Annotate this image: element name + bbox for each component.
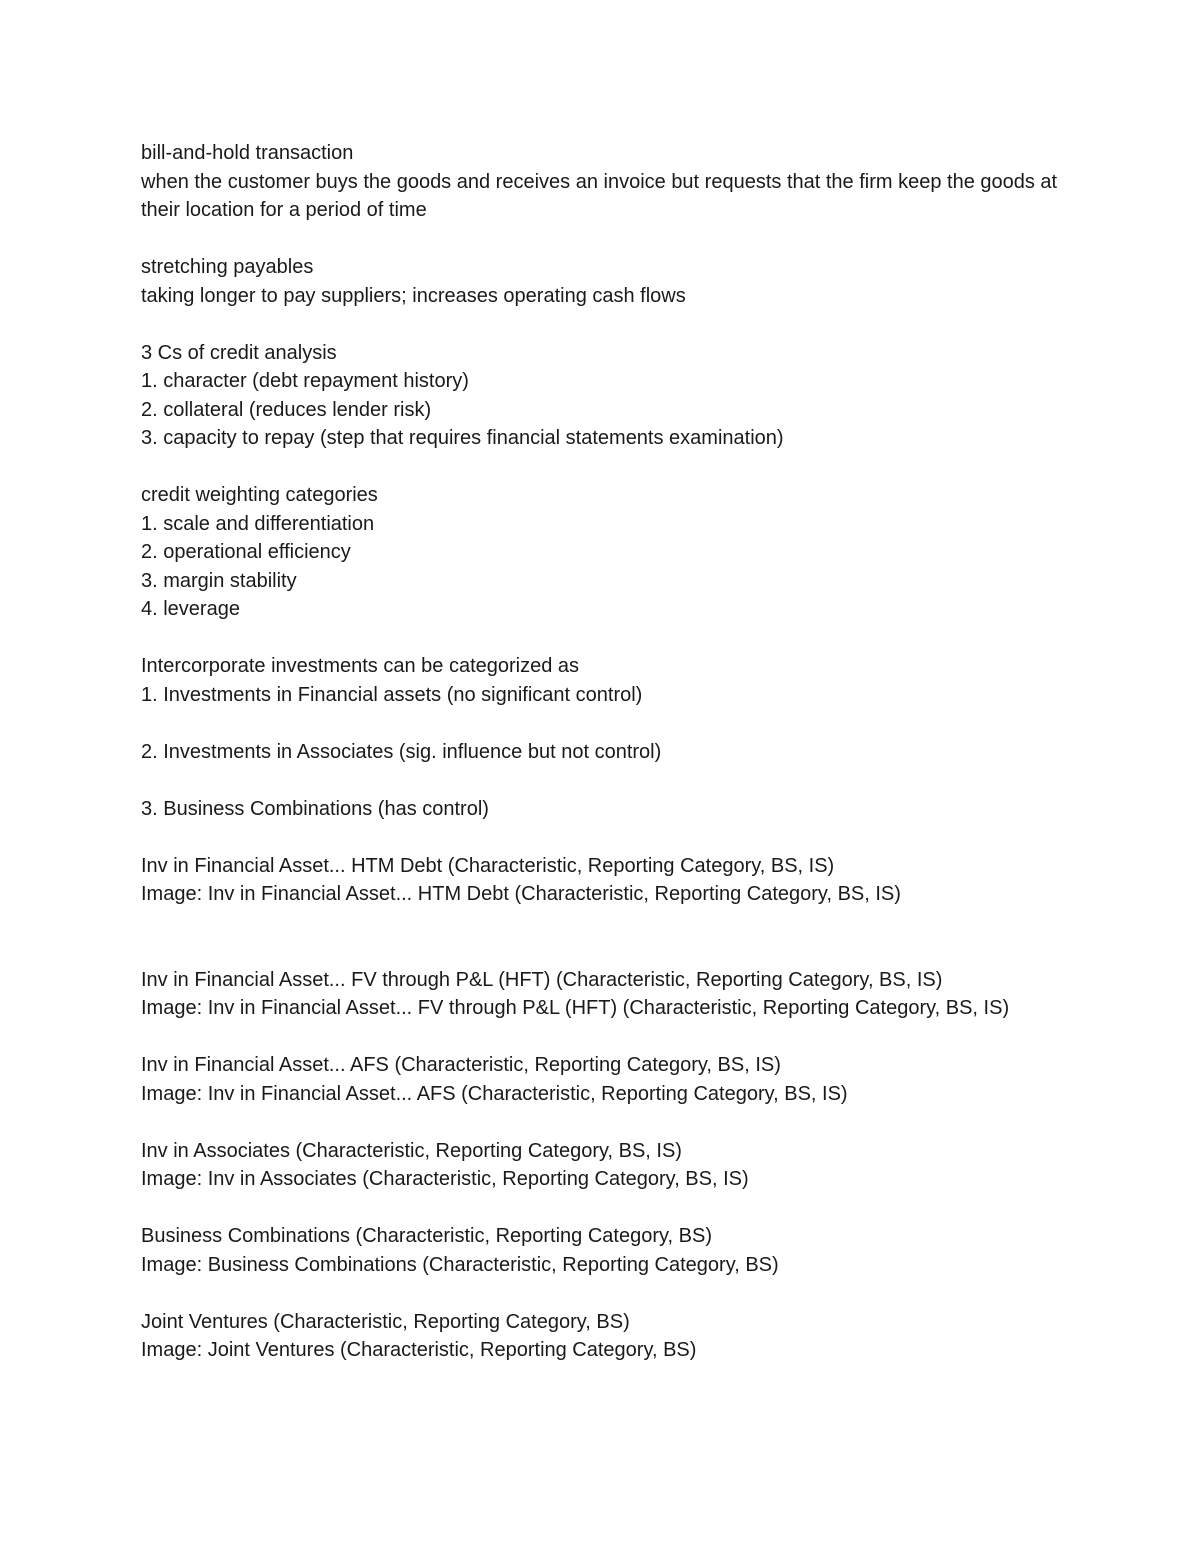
spacer	[141, 624, 1061, 653]
image-caption: Image: Inv in Associates (Characteristic, Reporting Category, BS, IS)	[141, 1168, 749, 1190]
spacer	[141, 453, 1061, 482]
list-item: 3. Business Combinations (has control)	[141, 797, 489, 820]
term-heading: Inv in Associates (Characteristic, Reporting Category, BS, IS)	[141, 1139, 682, 1162]
term-heading: Intercorporate investments can be categorized as	[141, 655, 580, 677]
term-heading: Inv in Financial Asset... FV through P&L (HFT) (Characteristic, Reporting Category, BS, IS)	[141, 968, 943, 991]
term-heading: bill-and-hold transaction	[141, 142, 354, 164]
section-stretching-payables	[141, 253, 1061, 310]
list-item: 3. margin stability	[141, 569, 297, 592]
spacer	[141, 766, 1061, 795]
spacer	[141, 1279, 1061, 1308]
image-caption: Image: Joint Ventures (Characteristic, Reporting Category, BS)	[141, 1339, 697, 1361]
list-item: 4. leverage	[141, 598, 240, 620]
term-heading: credit weighting categories	[141, 484, 378, 506]
list-item: 1. character (debt repayment history)	[141, 370, 469, 392]
section-associates	[141, 1137, 1061, 1194]
term-heading: stretching payables	[141, 256, 314, 278]
section-fv-through-pl	[141, 966, 1061, 1023]
image-caption: Image: Inv in Financial Asset... HTM Debt (Characteristic, Reporting Category, BS, IS)	[141, 883, 901, 905]
section-joint-ventures	[141, 1308, 1061, 1365]
spacer	[141, 225, 1061, 254]
section-afs	[141, 1051, 1061, 1108]
term-heading: Business Combinations (Characteristic, Reporting Category, BS)	[141, 1225, 712, 1247]
spacer	[141, 1108, 1061, 1137]
spacer	[141, 709, 1061, 738]
term-definition: taking longer to pay suppliers; increases operating cash flows	[141, 284, 686, 307]
term-definition: when the customer buys the goods and receives an invoice but requests that the firm keep the goods at their location for a period of time	[141, 170, 1063, 221]
section-business-combinations	[141, 1222, 1061, 1279]
section-credit-weighting	[141, 481, 1061, 624]
list-item: 1. scale and differentiation	[141, 512, 375, 535]
list-item: 1. Investments in Financial assets (no significant control)	[141, 683, 643, 706]
spacer	[141, 823, 1061, 852]
image-caption: Image: Inv in Financial Asset... AFS (Characteristic, Reporting Category, BS, IS)	[141, 1082, 848, 1105]
term-heading: Joint Ventures (Characteristic, Reporting Category, BS)	[141, 1310, 630, 1333]
section-htm-debt	[141, 852, 1061, 909]
list-item: 2. collateral (reduces lender risk)	[141, 398, 432, 421]
spacer	[141, 909, 1061, 966]
document-page	[141, 139, 1061, 1365]
term-heading: 3 Cs of credit analysis	[141, 341, 337, 364]
section-intercorporate-investments	[141, 652, 1061, 709]
term-heading: Inv in Financial Asset... AFS (Characteristic, Reporting Category, BS, IS)	[141, 1054, 781, 1076]
section-three-cs	[141, 339, 1061, 453]
list-item: 2. operational efficiency	[141, 541, 351, 563]
section-bill-and-hold	[141, 139, 1061, 225]
term-heading: Inv in Financial Asset... HTM Debt (Characteristic, Reporting Category, BS, IS)	[141, 854, 835, 877]
spacer	[141, 1194, 1061, 1223]
image-caption: Image: Inv in Financial Asset... FV through P&L (HFT) (Characteristic, Reporting Category, BS, IS)	[141, 997, 1010, 1019]
section-intercorporate-associates	[141, 738, 1061, 767]
list-item: 3. capacity to repay (step that requires financial statements examination)	[141, 427, 784, 449]
spacer	[141, 310, 1061, 339]
section-intercorporate-combinations	[141, 795, 1061, 824]
image-caption: Image: Business Combinations (Characteristic, Reporting Category, BS)	[141, 1253, 779, 1276]
spacer	[141, 1023, 1061, 1052]
list-item: 2. Investments in Associates (sig. influence but not control)	[141, 740, 662, 763]
